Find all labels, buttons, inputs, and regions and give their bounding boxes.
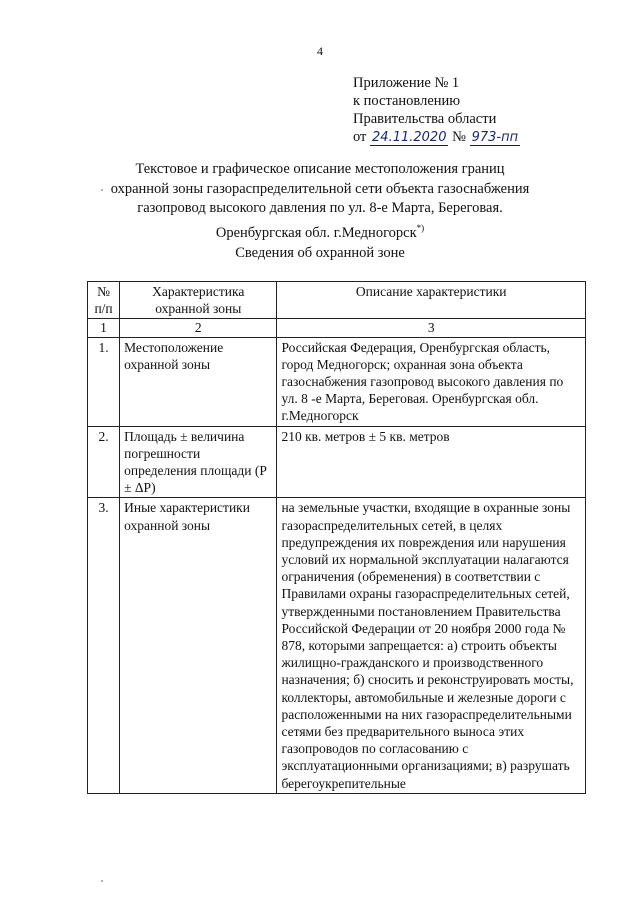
row-description: Российская Федерация, Оренбургская область, город Медногорск; охранная зона объекта газоснабжения газопровод высокого давления по ул. 8 -е Марта, Береговая. Оренбургская обл. г.Медногорск (277, 337, 586, 426)
row-characteristic: Местоположение охранной зоны (120, 337, 277, 426)
title-line-2: охранной зоны газораспределительной сети объекта газоснабжения (110, 180, 530, 197)
appendix-line-1: Приложение № 1 (353, 75, 460, 91)
index-cell-3: 3 (277, 319, 586, 337)
zone-info-table (87, 281, 586, 794)
header-num: № п/п (88, 282, 120, 319)
handwritten-number: 973-пп (471, 130, 519, 145)
row-description: на земельные участки, входящие в охранные зоны газораспределительных сетей, в целях предупреждения их повреждения или нарушения условий их нормальной эксплуатации налагаются ограничения (обременения) в соответствии с Правилами охраны газораспределительных сетей, утвержденными постановлением Правительства Российской Федерации от 20 ноября 2000 года № 878, которыми запрещается: а) строить объекты жилищно-гражданского и производственного назначения; б) сносить и реконструировать мосты, коллекторы, автомобильные и железные дороги с расположенными на них газораспределительными сетями без предварительного выноса этих газопроводов по согласованию с эксплуатационными организациями; в) разрушать берегоукрепительные (277, 498, 586, 793)
table-index-row (88, 319, 586, 337)
table-header-row (88, 282, 586, 319)
header-description: Описание характеристики (277, 282, 586, 319)
table-row (88, 337, 586, 426)
index-cell-1: 1 (88, 319, 120, 337)
appendix-line-2: к постановлению (353, 93, 461, 109)
table-row (88, 498, 586, 793)
row-characteristic: Иные характеристики охранной зоны (120, 498, 277, 793)
header-characteristic: Характеристика охранной зоны (120, 282, 277, 319)
row-number: 3. (88, 498, 120, 793)
page-number: 4 (317, 44, 323, 58)
handwritten-date: 24.11.2020 (372, 130, 447, 145)
title-line-3: газопровод высокого давления по ул. 8-е Марта, Береговая. (137, 200, 503, 216)
row-characteristic: Площадь ± величина погрешности определения площади (Р ± ΔР) (120, 426, 277, 498)
row-number: 2. (88, 426, 120, 498)
row-description: 210 кв. метров ± 5 кв. метров (277, 426, 586, 498)
row-number: 1. (88, 337, 120, 426)
date-prefix: от (353, 129, 367, 145)
title-line-4: Оренбургская обл. г.Медногорск*) (215, 222, 425, 241)
document-title (80, 160, 560, 243)
scan-speck (101, 880, 103, 882)
number-symbol: № (452, 129, 466, 145)
appendix-date-line (353, 128, 520, 147)
footnote-mark: *) (416, 222, 425, 233)
table-row (88, 426, 586, 498)
appendix-block (353, 74, 520, 147)
title-line-1: Текстовое и графическое описание местоположения границ (135, 161, 505, 177)
index-cell-2: 2 (120, 319, 277, 337)
section-heading: Сведения об охранной зоне (235, 245, 405, 261)
appendix-line-3: Правительства области (353, 111, 497, 127)
scan-speck (101, 189, 103, 191)
